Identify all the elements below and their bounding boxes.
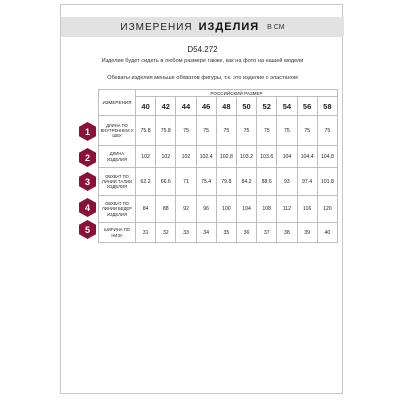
size-group-header: РОССИЙСКИЙ РАЗМЕР [136, 90, 338, 97]
table-cell: 120 [317, 196, 337, 223]
table-cell: 36 [236, 223, 256, 243]
size-chart-sheet [60, 4, 343, 394]
table-cell: 84.2 [236, 168, 256, 196]
table-cell: 75 [236, 116, 256, 146]
table-cell: 104 [277, 146, 297, 168]
table-cell: 101.8 [317, 168, 337, 196]
table-cell: 88.6 [257, 168, 277, 196]
size-header-cell: 54 [277, 97, 297, 116]
size-header-cell: 56 [297, 97, 317, 116]
table-cell: 39 [297, 223, 317, 243]
table-row [99, 223, 338, 243]
table-cell: 75 [176, 116, 196, 146]
table-cell: 37 [257, 223, 277, 243]
table-cell: 31 [136, 223, 156, 243]
table-cell: 75.4 [196, 168, 216, 196]
table-cell: 33 [176, 223, 196, 243]
table-cell: 79.8 [216, 168, 236, 196]
table-cell: 102 [156, 146, 176, 168]
table-cell: 75 [317, 116, 337, 146]
table-cell: 40 [317, 223, 337, 243]
table-cell: 104.8 [317, 146, 337, 168]
table-row [99, 168, 338, 196]
table-cell: 66.6 [156, 168, 176, 196]
table-cell: 103.2 [236, 146, 256, 168]
size-header-cell: 48 [216, 97, 236, 116]
row-label: ДЛИНА ПО ВНУТРЕННЕМ У ШВУ [99, 116, 136, 146]
row-label: ШИРИНА ПО НИЗУ [99, 223, 136, 243]
table-cell: 104.4 [297, 146, 317, 168]
size-header-cell: 58 [317, 97, 337, 116]
table-row [99, 146, 338, 168]
table-cell: 102 [176, 146, 196, 168]
stretch-note: Обхваты изделия меньше обхватов фигуры, т.к. это изделие с эластаном [107, 75, 298, 81]
measurements-header: ИЗМЕРЕНИЯ [99, 90, 136, 116]
row-label: ОБХВАТ ПО ЛИНИИ БЕДЕР ИЗДЕЛИЯ [99, 196, 136, 223]
table-cell: 93 [277, 168, 297, 196]
header-title-part2: ИЗДЕЛИЯ [198, 21, 260, 33]
size-header-cell: 44 [176, 97, 196, 116]
table-cell: 75 [277, 116, 297, 146]
row-number-badge-5: 5 [79, 220, 96, 239]
chart-header [61, 17, 344, 37]
table-row [99, 196, 338, 223]
size-header-cell: 52 [257, 97, 277, 116]
size-header-cell: 50 [236, 97, 256, 116]
header-title-part1: ИЗМЕРЕНИЯ [120, 21, 193, 33]
size-table [98, 89, 338, 243]
table-cell: 75.8 [136, 116, 156, 146]
fit-note: Изделие будет сидеть в любом размере также, как на фото на нашей модели [101, 58, 304, 64]
table-cell: 100 [216, 196, 236, 223]
table-cell: 102.4 [196, 146, 216, 168]
row-number-badge-2: 2 [79, 148, 96, 167]
table-cell: 71 [176, 168, 196, 196]
table-cell: 35 [216, 223, 236, 243]
row-number-badge-3: 3 [79, 172, 96, 191]
table-cell: 75 [216, 116, 236, 146]
model-code: D54.272 [187, 45, 218, 54]
table-cell: 38 [277, 223, 297, 243]
table-cell: 102.8 [216, 146, 236, 168]
size-header-cell: 46 [196, 97, 216, 116]
table-cell: 84 [136, 196, 156, 223]
table-cell: 97.4 [297, 168, 317, 196]
table-cell: 112 [277, 196, 297, 223]
table-cell: 75 [196, 116, 216, 146]
row-number-badge-4: 4 [79, 198, 96, 217]
table-cell: 75 [257, 116, 277, 146]
table-cell: 96 [196, 196, 216, 223]
table-cell: 92 [176, 196, 196, 223]
header-unit: В СМ [267, 23, 285, 31]
table-cell: 102 [136, 146, 156, 168]
row-label: ДЛИНА ИЗДЕЛИЯ [99, 146, 136, 168]
table-cell: 104 [236, 196, 256, 223]
row-number-badge-1: 1 [79, 122, 96, 141]
size-header-cell: 42 [156, 97, 176, 116]
table-cell: 75.8 [156, 116, 176, 146]
table-cell: 108 [257, 196, 277, 223]
table-cell: 62.2 [136, 168, 156, 196]
row-label: ОБХВАТ ПО ЛИНИИ ТАЛИИ ИЗДЕЛИЯ [99, 168, 136, 196]
table-cell: 32 [156, 223, 176, 243]
table-cell: 34 [196, 223, 216, 243]
table-cell: 88 [156, 196, 176, 223]
table-row [99, 116, 338, 146]
table-cell: 116 [297, 196, 317, 223]
table-cell: 75 [297, 116, 317, 146]
table-cell: 103.6 [257, 146, 277, 168]
size-header-cell: 40 [136, 97, 156, 116]
